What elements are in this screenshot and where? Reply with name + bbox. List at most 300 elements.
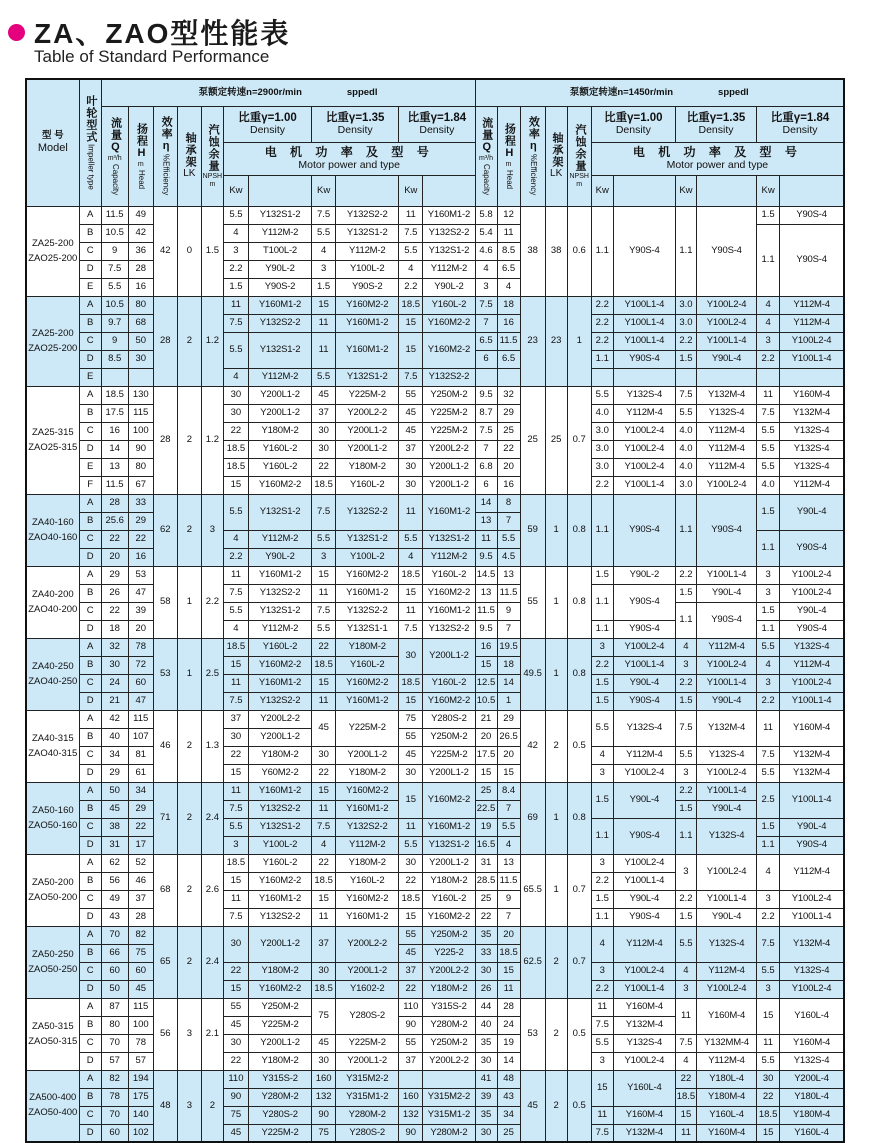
- right-kw-cell: 3: [591, 764, 613, 782]
- npsh-2900-cell: 2.1: [201, 998, 223, 1070]
- right-kw-cell: 1.5: [591, 566, 613, 584]
- left-kw-cell: 4: [223, 530, 248, 548]
- left-kw-cell: 55: [399, 386, 423, 404]
- efficiency-1450-cell: 65.5: [520, 854, 545, 926]
- left-motor-type-cell: Y160M2-2: [423, 908, 475, 926]
- head-1450-cell: 25: [497, 422, 520, 440]
- eff-zh: 效率η: [160, 116, 173, 154]
- left-kw-cell: 2.2: [223, 548, 248, 566]
- right-motor-type-cell: Y112M-4: [613, 404, 675, 422]
- model-name: ZAO25-200: [28, 252, 78, 264]
- head-2900-cell: 22: [128, 818, 153, 836]
- model-cell: [26, 386, 79, 494]
- right-motor-type-cell: Y112M-4: [780, 296, 844, 314]
- head-1450-cell: 15: [497, 764, 520, 782]
- left-kw-cell: 7.5: [223, 692, 248, 710]
- right-motor-type-cell: Y100L1-4: [613, 476, 675, 494]
- left-kw-cell: 15: [399, 908, 423, 926]
- npsh-unit: m: [209, 181, 216, 188]
- capacity-2900-cell: 40: [101, 728, 128, 746]
- left-motor-type-cell: Y132S1-2: [336, 368, 399, 386]
- right-motor-type-cell: Y132MM-4: [696, 1034, 756, 1052]
- left-motor-type-cell: Y180M-2: [336, 638, 399, 656]
- right-kw-cell: [675, 368, 696, 386]
- left-motor-type-cell: Y160M2-2: [248, 872, 311, 890]
- left-kw-cell: 15: [312, 296, 336, 314]
- right-kw-cell: 5.5: [757, 458, 780, 476]
- right-kw-cell: 7.5: [591, 1124, 613, 1142]
- right-kw-cell: 11: [675, 998, 696, 1034]
- left-kw-cell: 110: [223, 1070, 248, 1088]
- npsh-1450-cell: 0.5: [567, 710, 591, 782]
- left-kw-cell: 7.5: [223, 908, 248, 926]
- right-motor-type-cell: Y112M-4: [696, 962, 756, 980]
- motor-zh: 电 机 功 率 及 型 号: [264, 145, 434, 160]
- right-kw-cell: 2.2: [757, 350, 780, 368]
- right-motor-type-cell: Y90S-4: [613, 620, 675, 638]
- left-motor-type-cell: Y250M-2: [248, 998, 311, 1016]
- capacity-1450-cell: 16.5: [475, 836, 497, 854]
- left-motor-type-cell: Y112M-2: [336, 242, 399, 260]
- right-kw-cell: 4: [591, 926, 613, 962]
- right-kw-cell: 1.1: [757, 530, 780, 566]
- capacity-2900-cell: 57: [101, 1052, 128, 1070]
- left-kw-cell: 30: [312, 962, 336, 980]
- left-kw-cell: 5.5: [223, 206, 248, 224]
- head-1450-cell: 26.5: [497, 728, 520, 746]
- left-motor-type-cell: Y280S-2: [336, 1124, 399, 1142]
- right-kw-cell: 2.2: [591, 332, 613, 350]
- left-motor-type-cell: Y200L2-2: [423, 440, 475, 458]
- capacity-2900-cell: 8.5: [101, 350, 128, 368]
- left-kw-cell: 110: [399, 998, 423, 1016]
- header-motor-right: [591, 142, 844, 175]
- left-motor-type-cell: Y90L-2: [423, 278, 475, 296]
- left-motor-type-cell: Y180M-2: [423, 872, 475, 890]
- right-motor-type-cell: Y112M-4: [696, 440, 756, 458]
- left-kw-cell: 18.5: [399, 566, 423, 584]
- capacity-2900-cell: 22: [101, 602, 128, 620]
- left-motor-type-cell: Y100L-2: [248, 836, 311, 854]
- right-kw-cell: 4: [757, 854, 780, 890]
- capacity-1450-cell: 7.5: [475, 296, 497, 314]
- right-motor-type-cell: Y132S-4: [780, 440, 844, 458]
- npsh-1450-cell: 0.8: [567, 782, 591, 854]
- right-motor-type-cell: Y90S-4: [613, 494, 675, 566]
- left-motor-type-cell: Y160M1-2: [336, 908, 399, 926]
- efficiency-2900-cell: 68: [153, 854, 177, 926]
- left-motor-type-cell: Y315S-2: [423, 998, 475, 1016]
- right-kw-cell: 18.5: [757, 1106, 780, 1124]
- right-kw-cell: 1.5: [675, 692, 696, 710]
- left-motor-type-cell: Y160L-2: [423, 674, 475, 692]
- header-bearing-right: [545, 106, 567, 206]
- left-motor-type-cell: Y200L1-2: [336, 962, 399, 980]
- right-kw-cell: 2.2: [675, 566, 696, 584]
- left-kw-cell: 37: [312, 404, 336, 422]
- impeller-cell: B: [79, 656, 101, 674]
- left-motor-type-cell: Y200L1-2: [423, 476, 475, 494]
- head-1450-cell: 20: [497, 458, 520, 476]
- left-motor-type-cell: Y200L2-2: [423, 1052, 475, 1070]
- model-name: ZA40-315: [31, 732, 74, 744]
- right-motor-type-cell: Y132S-4: [696, 818, 756, 854]
- left-motor-type-cell: Y160M2-2: [423, 332, 475, 368]
- right-motor-type-cell: Y90S-4: [780, 530, 844, 566]
- npsh-2900-cell: 3: [201, 494, 223, 566]
- capacity-1450-cell: 7: [475, 314, 497, 332]
- left-motor-type-cell: Y160M2-2: [336, 296, 399, 314]
- right-motor-type-cell: Y132S-4: [613, 386, 675, 404]
- table-row: [26, 332, 844, 350]
- left-kw-cell: 3: [312, 260, 336, 278]
- left-motor-type-cell: Y60M2-2: [248, 764, 311, 782]
- left-kw-cell: 5.5: [223, 602, 248, 620]
- left-motor-type-cell: T100L-2: [248, 242, 311, 260]
- right-kw-cell: 4: [757, 296, 780, 314]
- model-name: ZA50-200: [31, 876, 74, 888]
- left-motor-type-cell: Y112M-2: [336, 836, 399, 854]
- capacity-2900-cell: 56: [101, 872, 128, 890]
- head-1450-cell: 19.5: [497, 638, 520, 656]
- left-kw-cell: 5.5: [312, 620, 336, 638]
- right-kw-cell: [591, 368, 613, 386]
- capacity-1450-cell: 9.5: [475, 548, 497, 566]
- left-kw-cell: 15: [312, 674, 336, 692]
- density-sub: Density: [615, 124, 651, 137]
- left-kw-cell: 7.5: [223, 800, 248, 818]
- right-kw-cell: 1.5: [757, 602, 780, 620]
- left-kw-cell: 11: [312, 800, 336, 818]
- left-motor-type-cell: Y160L-2: [248, 440, 311, 458]
- head-2900-cell: 61: [128, 764, 153, 782]
- right-motor-type-cell: Y132S-4: [696, 926, 756, 962]
- left-kw-cell: 22: [312, 458, 336, 476]
- left-motor-type-cell: Y280S-2: [248, 1106, 311, 1124]
- left-motor-type-cell: Y132S2-2: [423, 224, 475, 242]
- left-kw-cell: 7.5: [312, 206, 336, 224]
- left-motor-type-cell: Y160M1-2: [336, 332, 399, 368]
- right-motor-type-cell: Y160M-4: [780, 1034, 844, 1052]
- head-1450-cell: 4: [497, 278, 520, 296]
- eff-en: %Efficiency: [161, 154, 171, 196]
- table-row: [26, 440, 844, 458]
- right-kw-cell: 2.2: [757, 692, 780, 710]
- left-kw-cell: 30: [312, 1052, 336, 1070]
- left-kw-cell: 4: [223, 620, 248, 638]
- title-en: Table of Standard Performance: [34, 47, 270, 66]
- efficiency-2900-cell: 65: [153, 926, 177, 998]
- left-kw-cell: 45: [312, 710, 336, 746]
- left-motor-type-cell: Y200L1-2: [423, 638, 475, 674]
- model-name: ZA40-160: [31, 516, 74, 528]
- head-1450-cell: 43: [497, 1088, 520, 1106]
- left-kw-cell: 3: [223, 836, 248, 854]
- left-motor-type-cell: Y160L-2: [336, 656, 399, 674]
- capacity-2900-cell: 26: [101, 584, 128, 602]
- right-motor-type-cell: Y100L1-4: [696, 674, 756, 692]
- npsh-1450-cell: 0.5: [567, 1070, 591, 1142]
- left-motor-type-cell: Y160M1-2: [336, 314, 399, 332]
- head-1450-cell: 11.5: [497, 584, 520, 602]
- left-kw-cell: 3: [312, 548, 336, 566]
- impeller-cell: B: [79, 314, 101, 332]
- left-motor-type-cell: Y200L2-2: [336, 404, 399, 422]
- head-1450-cell: 20: [497, 926, 520, 944]
- right-kw-cell: 1.5: [591, 674, 613, 692]
- right-kw-cell: 7.5: [757, 746, 780, 764]
- left-kw-cell: 18.5: [223, 440, 248, 458]
- capacity-2900-cell: 50: [101, 782, 128, 800]
- right-motor-type-cell: Y90L-4: [696, 908, 756, 926]
- left-motor-type-cell: Y112M-2: [423, 260, 475, 278]
- npsh-en: NPSH: [202, 172, 223, 180]
- right-kw-cell: 1.1: [591, 494, 613, 566]
- left-kw-cell: 30: [312, 746, 336, 764]
- head-2900-cell: 22: [128, 530, 153, 548]
- right-kw-cell: 3.0: [675, 476, 696, 494]
- left-motor-type-cell: Y90L-2: [248, 260, 311, 278]
- model-cell: [26, 710, 79, 782]
- head-2900-cell: 115: [128, 404, 153, 422]
- left-motor-type-cell: Y280M-2: [248, 1088, 311, 1106]
- capacity-2900-cell: 18.5: [101, 386, 128, 404]
- right-motor-type-cell: Y112M-4: [780, 314, 844, 332]
- impeller-cell: E: [79, 458, 101, 476]
- head-1450-cell: 29: [497, 404, 520, 422]
- right-motor-type-cell: Y112M-4: [780, 854, 844, 890]
- right-kw-cell: 5.5: [757, 440, 780, 458]
- right-motor-type-cell: Y132S-4: [613, 710, 675, 746]
- right-kw-cell: 2.2: [757, 908, 780, 926]
- left-kw-cell: 1.5: [223, 278, 248, 296]
- right-motor-type-cell: Y132M-4: [613, 1016, 675, 1034]
- efficiency-2900-cell: 56: [153, 998, 177, 1070]
- capacity-zh: 流量Q: [109, 117, 122, 155]
- header-motor-type-empty: [248, 175, 311, 206]
- left-kw-cell: 18.5: [223, 854, 248, 872]
- left-kw-cell: 30: [399, 638, 423, 674]
- left-motor-type-cell: Y280S-2: [423, 710, 475, 728]
- table-row: [26, 638, 844, 656]
- right-motor-type-cell: Y100L2-4: [780, 566, 844, 584]
- right-kw-cell: 2.2: [591, 656, 613, 674]
- right-kw-cell: 2.2: [675, 890, 696, 908]
- efficiency-1450-cell: 53: [520, 998, 545, 1070]
- left-kw-cell: 11: [223, 296, 248, 314]
- capacity-2900-cell: 78: [101, 1088, 128, 1106]
- left-kw-cell: 15: [223, 656, 248, 674]
- left-motor-type-cell: Y160M2-2: [423, 314, 475, 332]
- left-motor-type-cell: Y132S1-2: [423, 530, 475, 548]
- head-2900-cell: 29: [128, 800, 153, 818]
- capacity-1450-cell: 4.6: [475, 242, 497, 260]
- left-kw-cell: [399, 1070, 423, 1088]
- left-motor-type-cell: Y132S2-2: [248, 800, 311, 818]
- model-name: ZAO25-315: [28, 441, 78, 453]
- right-kw-cell: 3.0: [591, 422, 613, 440]
- bearing-2900-cell: 2: [177, 926, 201, 998]
- right-motor-type-cell: Y200L-4: [780, 1070, 844, 1088]
- right-motor-type-cell: Y100L1-4: [613, 872, 675, 890]
- right-kw-cell: 4: [591, 746, 613, 764]
- header-density-184-right: [757, 106, 844, 142]
- capacity-1450-cell: 30: [475, 1052, 497, 1070]
- right-kw-cell: 4: [675, 1052, 696, 1070]
- npsh-1450-cell: 0.8: [567, 638, 591, 710]
- right-kw-cell: 7.5: [757, 404, 780, 422]
- table-row: [26, 368, 844, 386]
- left-kw-cell: 55: [399, 728, 423, 746]
- efficiency-1450-cell: 55: [520, 566, 545, 638]
- right-motor-type-cell: Y100L2-4: [613, 962, 675, 980]
- capacity-1450-cell: 4: [475, 260, 497, 278]
- capacity-1450-cell: 13: [475, 512, 497, 530]
- right-kw-cell: 1.5: [675, 350, 696, 368]
- left-kw-cell: 7.5: [312, 818, 336, 836]
- left-motor-type-cell: Y132S1-2: [336, 530, 399, 548]
- motor-en: Motor power and type: [298, 158, 400, 171]
- head-1450-cell: 11: [497, 980, 520, 998]
- right-kw-cell: 1.5: [757, 206, 780, 224]
- capacity-unit: m³/h: [479, 155, 494, 163]
- capacity-2900-cell: 16: [101, 422, 128, 440]
- left-kw-cell: 45: [223, 1016, 248, 1034]
- left-kw-cell: 15: [399, 782, 423, 818]
- capacity-2900-cell: 30: [101, 656, 128, 674]
- capacity-en: Capacity: [110, 163, 120, 195]
- left-kw-cell: 22: [223, 746, 248, 764]
- head-1450-cell: 8: [497, 494, 520, 512]
- right-kw-cell: 5.5: [591, 386, 613, 404]
- right-motor-type-cell: Y100L1-4: [696, 332, 756, 350]
- bearing-1450-cell: 2: [545, 1070, 567, 1142]
- head-2900-cell: 20: [128, 620, 153, 638]
- npsh-2900-cell: 2.6: [201, 854, 223, 926]
- right-kw-cell: 1.5: [675, 908, 696, 926]
- head-2900-cell: 37: [128, 890, 153, 908]
- right-motor-type-cell: Y100L2-4: [613, 440, 675, 458]
- header-motor-type-empty: [696, 175, 756, 206]
- efficiency-1450-cell: 69: [520, 782, 545, 854]
- npsh-1450-cell: 0.7: [567, 854, 591, 926]
- left-motor-type-cell: Y100L-2: [336, 548, 399, 566]
- right-kw-cell: 5.5: [757, 962, 780, 980]
- bearing-2900-cell: 3: [177, 998, 201, 1070]
- impeller-cell: A: [79, 206, 101, 224]
- right-kw-cell: 7.5: [675, 1034, 696, 1052]
- head-2900-cell: 52: [128, 854, 153, 872]
- capacity-1450-cell: 5.4: [475, 224, 497, 242]
- capacity-2900-cell: 21: [101, 692, 128, 710]
- right-kw-cell: 30: [757, 1070, 780, 1088]
- impeller-cell: D: [79, 260, 101, 278]
- capacity-en: Capacity: [482, 163, 492, 195]
- table-header: [26, 79, 844, 206]
- capacity-1450-cell: 11.5: [475, 602, 497, 620]
- header-capacity-left: [101, 106, 128, 206]
- right-kw-cell: 3: [675, 980, 696, 998]
- left-motor-type-cell: Y200L1-2: [248, 1034, 311, 1052]
- model-cell: [26, 998, 79, 1070]
- right-motor-type-cell: Y180L-4: [780, 1088, 844, 1106]
- left-kw-cell: 30: [223, 1034, 248, 1052]
- capacity-1450-cell: 16: [475, 638, 497, 656]
- impeller-cell: B: [79, 944, 101, 962]
- bearing-1450-cell: 1: [545, 854, 567, 926]
- impeller-cell: C: [79, 674, 101, 692]
- capacity-2900-cell: 22: [101, 530, 128, 548]
- capacity-2900-cell: 70: [101, 1106, 128, 1124]
- left-motor-type-cell: Y200L1-2: [336, 422, 399, 440]
- model-cell: [26, 296, 79, 386]
- impeller-cell: A: [79, 926, 101, 944]
- left-kw-cell: 15: [223, 476, 248, 494]
- left-kw-cell: 75: [399, 710, 423, 728]
- left-motor-type-cell: Y180M-2: [248, 746, 311, 764]
- right-motor-type-cell: Y90L-4: [696, 692, 756, 710]
- density-sub: Density: [698, 124, 734, 137]
- left-motor-type-cell: Y225M-2: [336, 1034, 399, 1052]
- impeller-cell: E: [79, 368, 101, 386]
- capacity-2900-cell: 80: [101, 1016, 128, 1034]
- left-kw-cell: 55: [399, 926, 423, 944]
- right-motor-type-cell: Y100L2-4: [696, 980, 756, 998]
- npsh-en: NPSH: [569, 172, 589, 180]
- left-kw-cell: 5.5: [399, 836, 423, 854]
- head-2900-cell: 80: [128, 296, 153, 314]
- table-row: [26, 926, 844, 944]
- table-row: [26, 710, 844, 728]
- left-kw-cell: 18.5: [223, 638, 248, 656]
- head-2900-cell: 45: [128, 980, 153, 998]
- table-row: [26, 404, 844, 422]
- right-motor-type-cell: Y90S-4: [780, 620, 844, 638]
- left-motor-type-cell: Y160M1-2: [423, 818, 475, 836]
- left-kw-cell: 160: [399, 1088, 423, 1106]
- right-kw-cell: 22: [675, 1070, 696, 1088]
- capacity-1450-cell: 14: [475, 494, 497, 512]
- capacity-2900-cell: 38: [101, 818, 128, 836]
- bearing-2900-cell: 0: [177, 206, 201, 296]
- model-name: ZAO50-400: [28, 1107, 78, 1119]
- right-kw-cell: 1.5: [675, 800, 696, 818]
- right-kw-cell: 1.1: [591, 818, 613, 854]
- header-npsh-left: [201, 106, 223, 206]
- npsh-1450-cell: 0.5: [567, 998, 591, 1070]
- left-kw-cell: 18.5: [399, 296, 423, 314]
- head-1450-cell: 7: [497, 620, 520, 638]
- left-kw-cell: 37: [399, 1052, 423, 1070]
- left-kw-cell: 30: [312, 422, 336, 440]
- left-motor-type-cell: Y180M-2: [336, 854, 399, 872]
- right-motor-type-cell: Y100L1-4: [696, 566, 756, 584]
- right-motor-type-cell: Y100L2-4: [613, 422, 675, 440]
- right-kw-cell: 4: [757, 656, 780, 674]
- right-kw-cell: 2.5: [757, 782, 780, 818]
- head-2900-cell: 60: [128, 962, 153, 980]
- left-motor-type-cell: Y160M1-2: [248, 296, 311, 314]
- right-motor-type-cell: Y160M-4: [696, 998, 756, 1034]
- left-motor-type-cell: Y160L-2: [248, 458, 311, 476]
- right-kw-cell: 1.1: [675, 602, 696, 638]
- right-kw-cell: 5.5: [591, 710, 613, 746]
- capacity-1450-cell: 3: [475, 278, 497, 296]
- left-motor-type-cell: Y250M-2: [423, 728, 475, 746]
- table-row: [26, 908, 844, 926]
- head-2900-cell: 34: [128, 782, 153, 800]
- left-motor-type-cell: Y200L1-2: [248, 404, 311, 422]
